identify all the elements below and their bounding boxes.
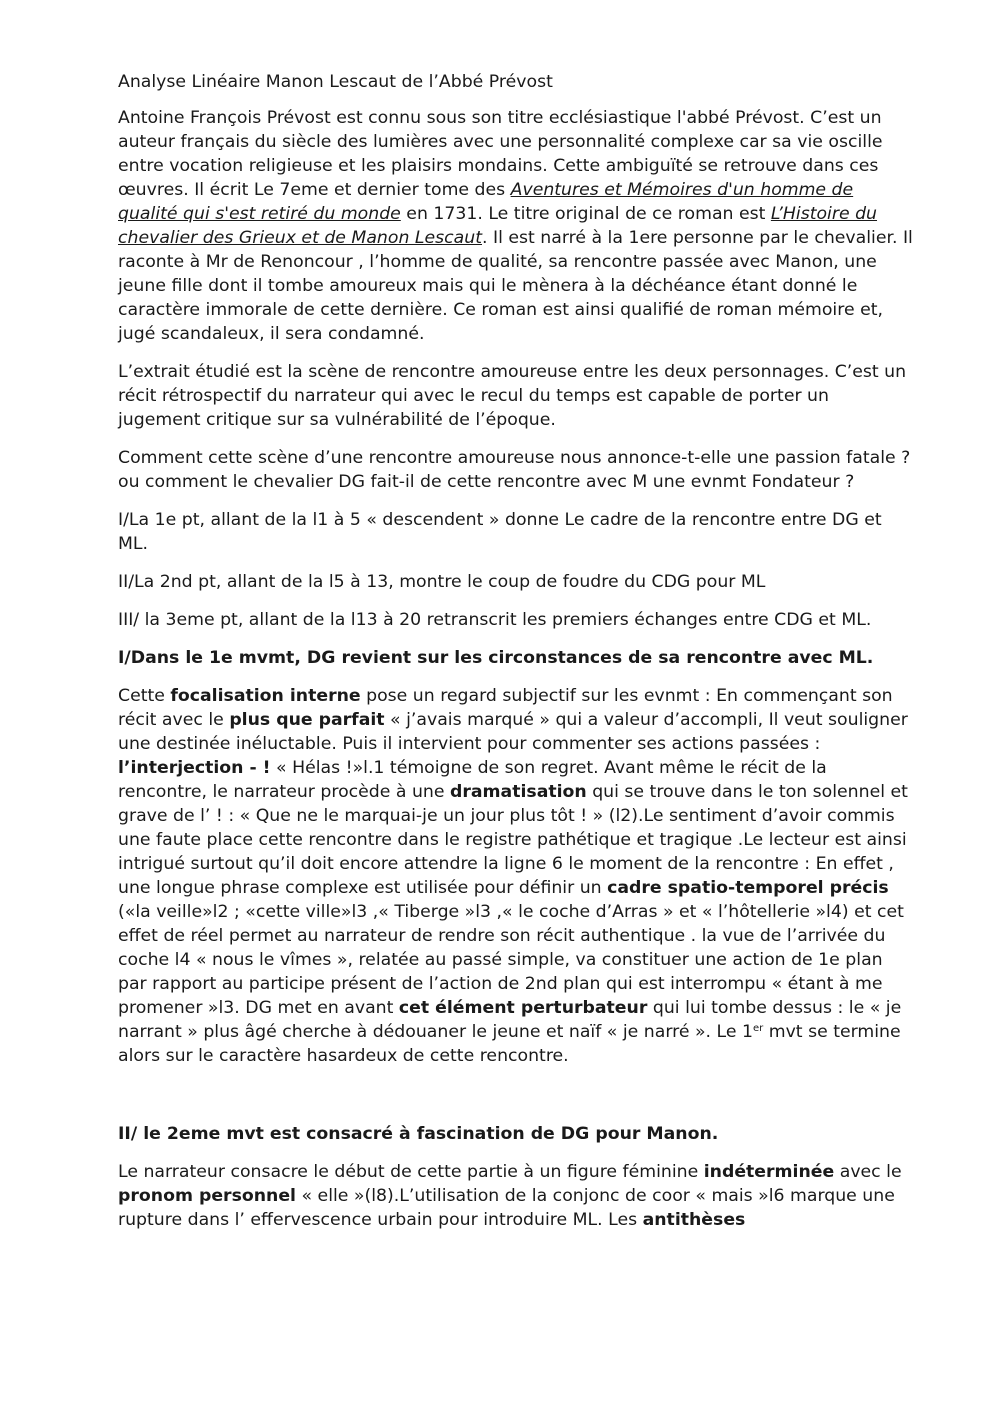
plan-item: I/La 1e pt, allant de la l1 à 5 « descendent » donne Le cadre de la rencontre entre DG et ML.: [118, 510, 882, 554]
plan-item: III/ la 3eme pt, allant de la l13 à 20 retranscrit les premiers échanges entre CDG et ML.: [118, 610, 872, 630]
problematique-paragraph: Comment cette scène d’une rencontre amoureuse nous annonce-t-elle une passion fatale ? ou comment le chevalier DG fait-il de cette rencontre avec M une evnmt Fondateur ?: [118, 448, 911, 492]
part1-heading: I/Dans le 1e mvmt, DG revient sur les circonstances de sa rencontre avec ML.: [118, 648, 874, 668]
extract-paragraph: L’extrait étudié est la scène de rencontre amoureuse entre les deux personnages. C’est un récit rétrospectif du narrateur qui avec le recul du temps est capable de porter un jugement critique sur sa vulnérabilité de l’époque.: [118, 362, 907, 430]
part2-heading: II/ le 2eme mvt est consacré à fascination de DG pour Manon.: [118, 1124, 719, 1144]
intro-text-1: Antoine François Prévost est connu sous son titre ecclésiastique l'abbé Prévost. C’est un auteur français du siècle des lumières avec une personnalité complexe car sa vie oscille entre vocation religieuse et les plaisirs mondains. Cette ambiguïté se retrouve dans ces œuvres. Il écrit Le 7eme et dernier tome des: [118, 108, 883, 200]
intro-text-2: en 1731. Le titre original de ce roman est: [400, 204, 771, 224]
part2-bold-term: indéterminée: [703, 1162, 835, 1182]
spacer: [118, 1082, 913, 1122]
work-title-link-2[interactable]: L’Histoire du chevalier des Grieux et de Manon Lescaut: [118, 204, 878, 248]
intro-text-3: . Il est narré à la 1ere personne par le chevalier. Il raconte à Mr de Renoncour , l’homme de qualité, sa rencontre passée avec Manon, une jeune fille dont il tombe amoureux mais qui le mènera à la déchéance étant donné le caractère immorale de cette dernière. Ce roman est ainsi qualifié de roman mémoire et, jugé scandaleux, il sera condamné.: [118, 228, 913, 344]
part1-paragraph: [118, 684, 913, 1068]
part1-text: qui se trouve dans le ton solennel et grave de l’ ! : « Que ne le marquai-je un jour plus tôt ! » (l2).Le sentiment d’avoir commis une faute place cette rencontre dans le registre pathétique et tragique .Le lecteur est ainsi intrigué surtout qu’il doit encore attendre la ligne 6 le moment de la rencontre : En effet , une longue phrase complexe est utilisée pour définir un: [118, 782, 908, 898]
part1-bold-term: cet élément perturbateur: [398, 998, 648, 1018]
part1-bold-term: l’interjection - !: [118, 758, 271, 778]
part2-bold-term: pronom personnel: [118, 1186, 296, 1206]
part2-text: Le narrateur consacre le début de cette partie à un figure féminine: [118, 1162, 704, 1182]
document-title: Analyse Linéaire Manon Lescaut de l’Abbé Prévost: [118, 72, 553, 92]
part1-text: « j’avais marqué » qui a valeur d’accompli, Il veut souligner une destinée inéluctable. Puis il intervient pour commenter ses actions passées :: [118, 710, 908, 754]
part1-text: mvt se termine alors sur le caractère hasardeux de cette rencontre.: [118, 1022, 901, 1066]
part2-text: avec le: [834, 1162, 902, 1182]
intro-paragraph: [118, 106, 913, 346]
part2-text: « elle »(l8).L’utilisation de la conjonc de coor « mais »l6 marque une rupture dans l’ effervescence urbain pour introduire ML. Les: [118, 1186, 895, 1230]
part1-bold-term: plus que parfait: [229, 710, 385, 730]
work-title-link-1[interactable]: Aventures et Mémoires d'un homme de qualité qui s'est retiré du monde: [118, 180, 854, 224]
plan-item: II/La 2nd pt, allant de la l5 à 13, montre le coup de foudre du CDG pour ML: [118, 572, 766, 592]
part1-bold-term: dramatisation: [450, 782, 587, 802]
part2-bold-term: antithèses: [642, 1210, 746, 1230]
part1-text: («la veille»l2 ; «cette ville»l3 ,« Tiberge »l3 ,« le coche d’Arras » et « l’hôtellerie »l4) et cet effet de réel permet au narrateur de rendre son récit authentique . la vue de l’arrivée du coche l4 « nous le vîmes », relatée au passé simple, va constituer une action de 1e plan par rapport au participe présent de l’action de 2nd plan qui est interrompu « étant à me promener »l3. DG met en avant: [118, 902, 904, 1018]
part1-bold-term: cadre spatio-temporel précis: [607, 878, 889, 898]
part1-text: « Hélas !»l.1 témoigne de son regret. Avant même le récit de la rencontre, le narrateur procède à une: [118, 758, 827, 802]
part1-bold-term: focalisation interne: [170, 686, 361, 706]
ordinal-superscript: er: [752, 1023, 764, 1034]
part1-text: pose un regard subjectif sur les evnmt : En commençant son récit avec le: [118, 686, 893, 730]
document-body: [118, 70, 913, 1246]
part2-paragraph: [118, 1160, 913, 1232]
part1-text: qui lui tombe dessus : le « je narrant » plus âgé cherche à dédouaner le jeune et naïf « je narré ». Le 1: [118, 998, 902, 1042]
part1-text: Cette: [118, 686, 171, 706]
